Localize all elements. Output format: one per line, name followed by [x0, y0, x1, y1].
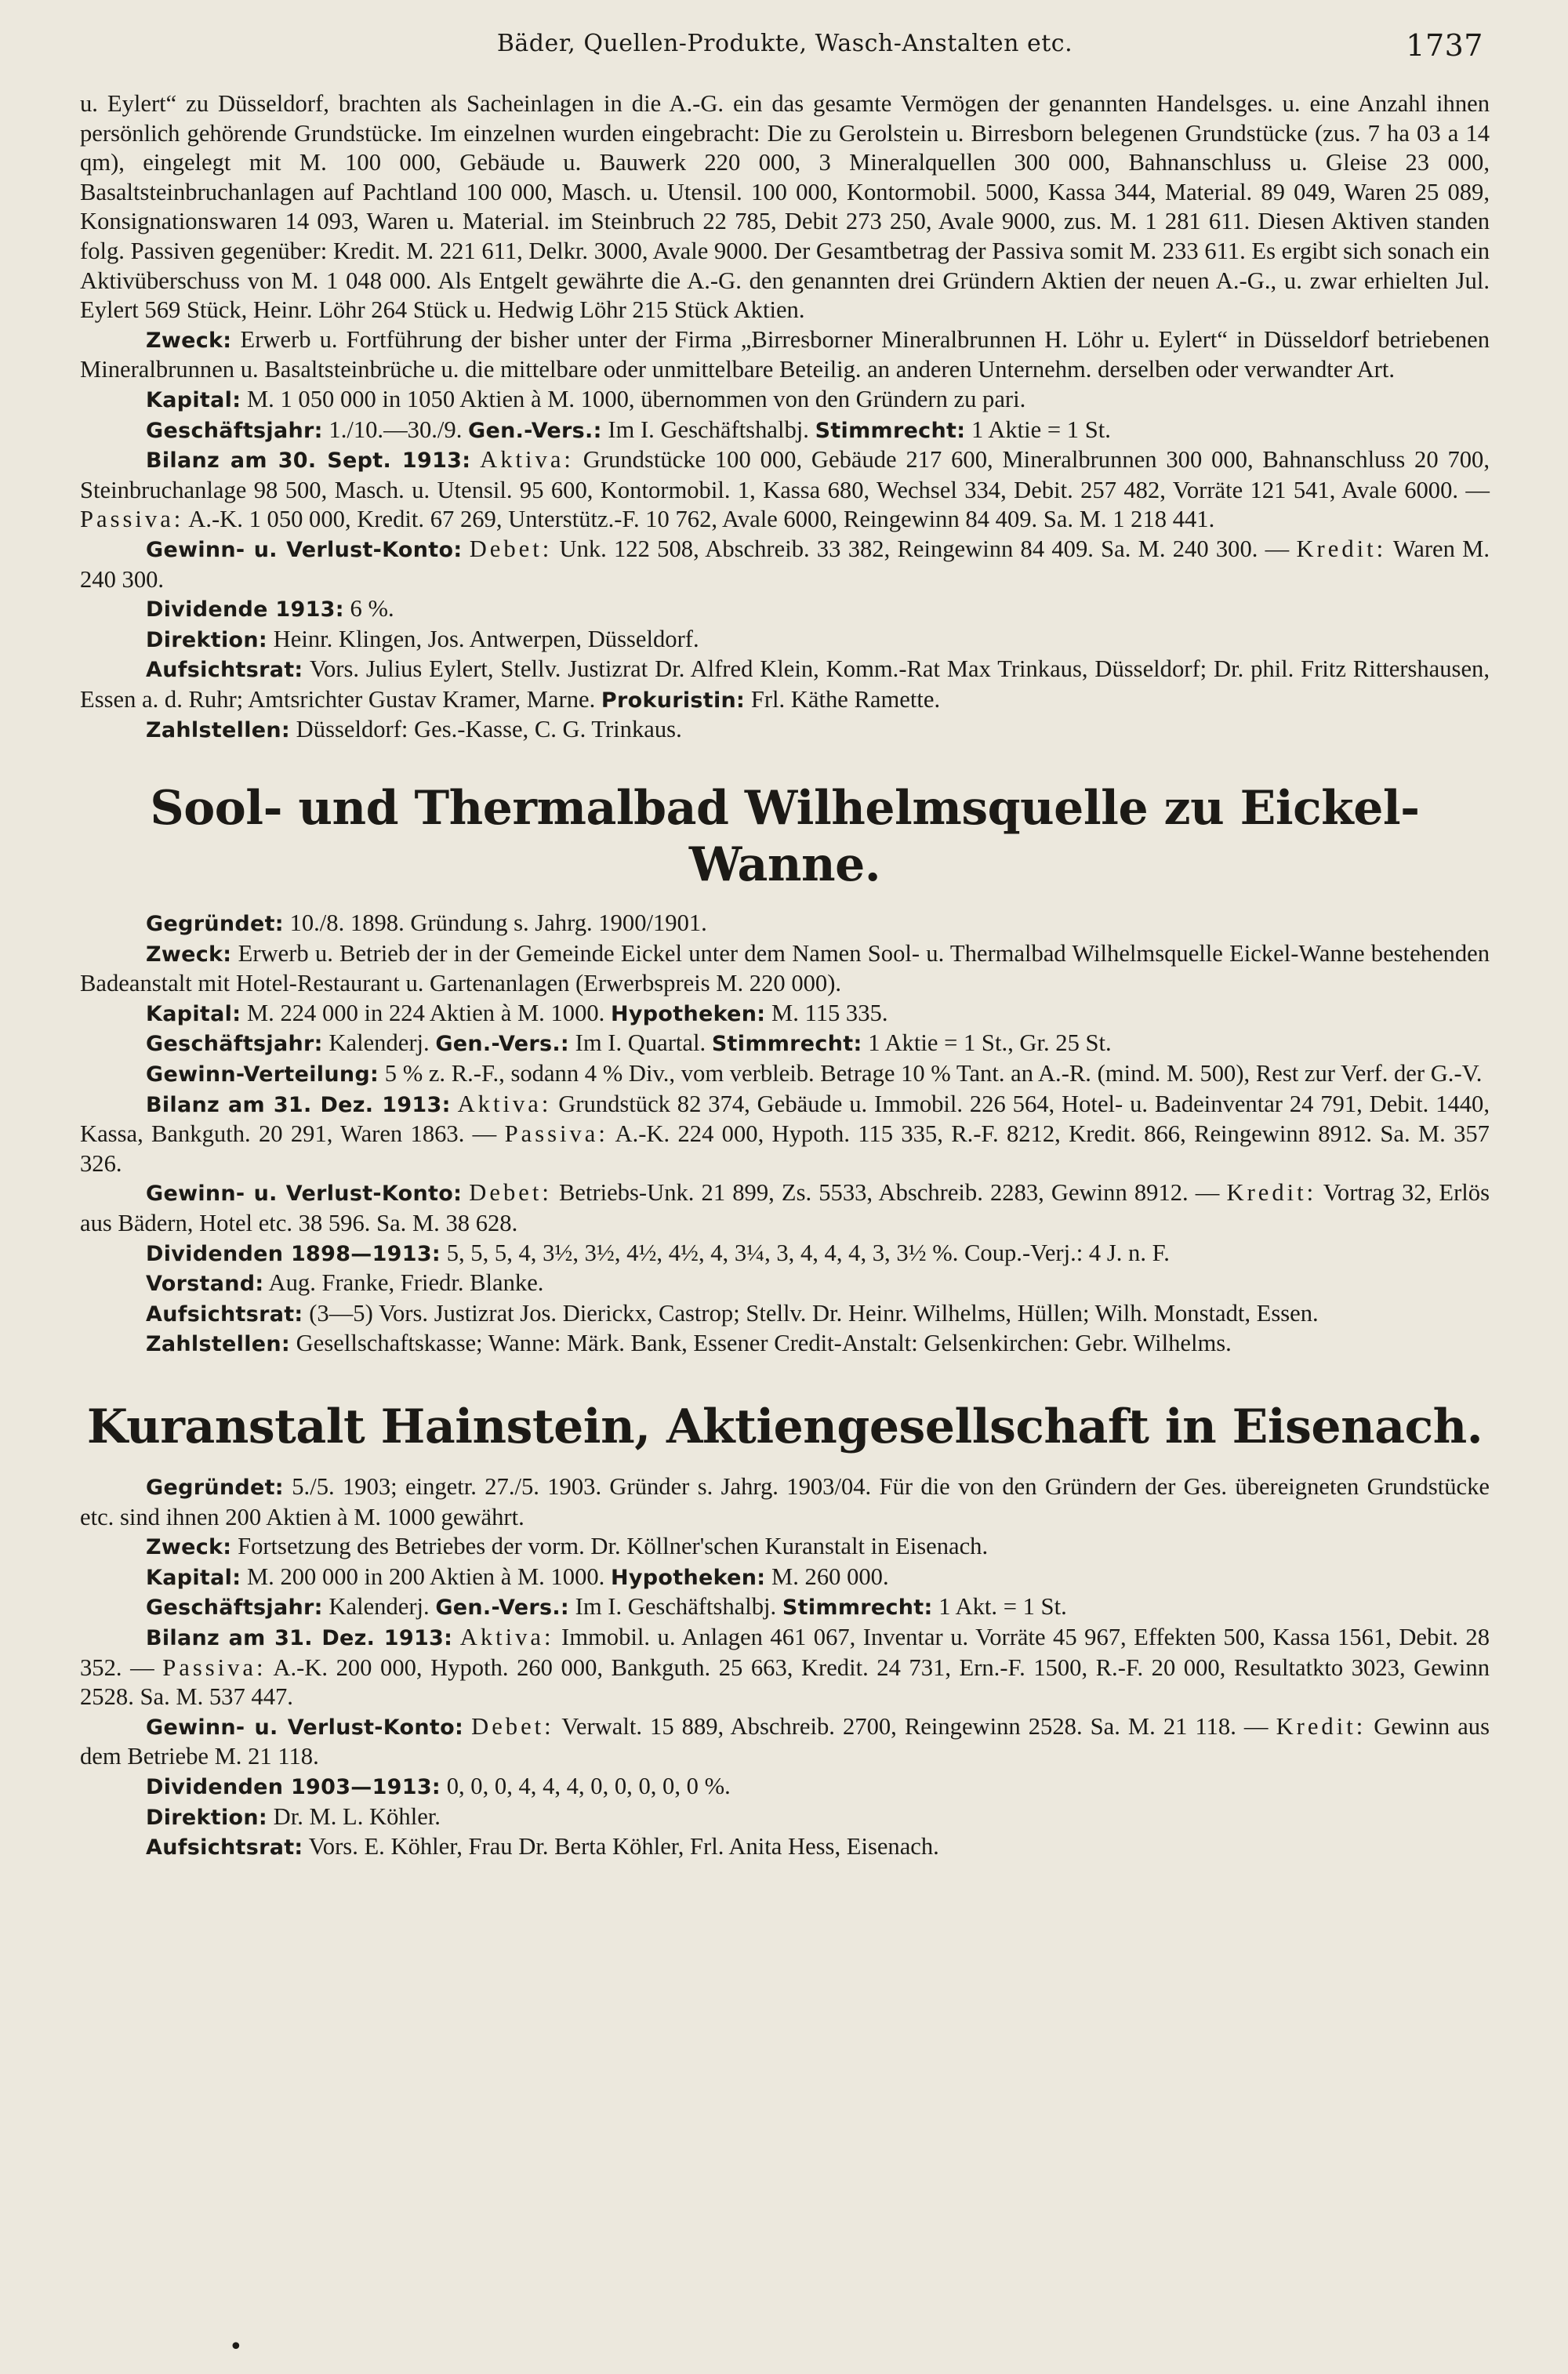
field-text: Aug. Franke, Friedr. Blanke. — [268, 1269, 544, 1297]
field-text: Gesellschaftskasse; Wanne: Märk. Bank, Essener Credit-Anstalt: Gelsenkirchen: Gebr. Wilhelms. — [296, 1330, 1232, 1357]
field-text: Im I. Geschäftshalbj. — [608, 416, 809, 443]
field-text: Grundstücke 100 000, Gebäude 217 600, Mineralbrunnen 300 000, Bahnanschluss 20 700, Steinbruchanlage 98 500, Masch. u. Utensil. 95 600, Kontormobil. 1, Kassa 680, Wechsel 334, Debit. 257 482, Vorräte 121 541, Avale 6000. — — [80, 446, 1490, 503]
field-label: Gen.-Vers.: — [468, 418, 602, 443]
field-text: M. 200 000 in 200 Aktien à M. 1000. — [246, 1563, 605, 1590]
company-heading-hainstein: Kuranstalt Hainstein, Aktiengesellschaft in Eisenach. — [86, 1399, 1483, 1454]
bullet-mark: • — [229, 2333, 243, 2361]
field-label: Bilanz am 31. Dez. 1913: — [146, 1092, 451, 1117]
aufsichtsrat-paragraph — [80, 1299, 1490, 1330]
field-label: Aufsichtsrat: — [146, 1301, 303, 1327]
field-text: 1./10.—30./9. — [328, 416, 463, 443]
aufsichtsrat-paragraph — [80, 655, 1490, 715]
field-label: Vorstand: — [146, 1272, 264, 1297]
field-text: 5 % z. R.-F., sodann 4 % Div., vom verbleib. Betrage 10 % Tant. an A.-R. (mind. M. 500), Rest zur Verf. der G.-V. — [384, 1060, 1483, 1087]
entry-wilhelmsquelle — [80, 909, 1490, 1359]
field-label: Aufsichtsrat: — [146, 1835, 303, 1860]
field-text: Erwerb u. Fortführung der bisher unter der Firma „Birresborner Mineralbrunnen H. Löhr u. Eylert“ in Düsseldorf betriebenen Mineralbrunnen u. Basaltsteinbrüche u. die mittelbare oder unmittelbare Beteilig. an anderen Unternehm. derselben oder verwandter Art. — [80, 325, 1490, 383]
field-label: Prokuristin: — [601, 688, 746, 713]
gegruendet-paragraph — [80, 909, 1490, 939]
bilanz-paragraph — [80, 1090, 1490, 1179]
zweck-label: Zweck: — [146, 328, 232, 353]
field-text: M. 1 050 000 in 1050 Aktien à M. 1000, übernommen von den Gründern zu pari. — [246, 385, 1026, 412]
field-text: Verwalt. 15 889, Abschreib. 2700, Reingewinn 2528. Sa. M. 21 118. — — [561, 1712, 1269, 1740]
field-text: Immobil. u. Anlagen 461 067, Inventar u. Vorräte 45 967, Effekten 500, Kassa 1561, Debit. 28 352. — — [80, 1623, 1490, 1681]
gegruendet-paragraph — [80, 1472, 1490, 1532]
kapital-label: Kapital: — [146, 387, 241, 412]
geschaeftsjahr-paragraph — [80, 1029, 1490, 1059]
kapital-paragraph — [80, 1563, 1490, 1593]
dividende-paragraph — [80, 594, 1490, 625]
field-text: Grundstück 82 374, Gebäude u. Immobil. 226 564, Hotel- u. Badeinventar 24 791, Debit. 1440, Kassa, Bankguth. 20 291, Waren 1863. — — [80, 1090, 1490, 1148]
section-word: Debet: — [469, 535, 553, 562]
field-text: 10./8. 1898. Gründung s. Jahrg. 1900/1901. — [289, 909, 707, 937]
direktion-paragraph — [80, 625, 1490, 655]
field-text: A.-K. 224 000, Hypoth. 115 335, R.-F. 8212, Kredit. 866, Reingewinn 8912. Sa. M. 357 326. — [80, 1120, 1490, 1177]
field-text: Unk. 122 508, Abschreib. 33 382, Reingewinn 84 409. Sa. M. 240 300. — — [559, 535, 1290, 562]
field-label: Stimmrecht: — [815, 418, 966, 443]
vorstand-paragraph — [80, 1269, 1490, 1299]
field-text: Gewinn aus dem Betriebe M. 21 118. — [80, 1712, 1490, 1770]
dividenden-paragraph — [80, 1239, 1490, 1269]
field-text: A.-K. 1 050 000, Kredit. 67 269, Unterstütz.-F. 10 762, Avale 6000, Reingewinn 84 409. Sa. M. 1 218 441. — [188, 506, 1215, 533]
kapital-paragraph — [80, 999, 1490, 1029]
field-label: Stimmrecht: — [711, 1032, 862, 1057]
field-label: Kapital: — [146, 1565, 241, 1590]
field-text: 0, 0, 0, 4, 4, 4, 0, 0, 0, 0, 0 %. — [446, 1772, 731, 1799]
running-head — [80, 28, 1490, 63]
field-label: Zweck: — [146, 1535, 232, 1560]
field-text: 1 Akt. = 1 St. — [938, 1593, 1067, 1621]
gewinnverteilung-paragraph — [80, 1059, 1490, 1090]
guv-paragraph — [80, 1178, 1490, 1238]
section-word: Passiva: — [162, 1653, 267, 1681]
field-text: Vors. E. Köhler, Frau Dr. Berta Köhler, Frl. Anita Hess, Eisenach. — [308, 1833, 939, 1860]
field-text: A.-K. 200 000, Hypoth. 260 000, Bankguth. 25 663, Kredit. 24 731, Ern.-F. 1500, R.-F. 20 000, Resultatkto 3023, Gewinn 2528. Sa. M. 537 447. — [80, 1653, 1490, 1711]
field-text: Kalenderj. — [328, 1029, 430, 1057]
section-word: Passiva: — [80, 506, 184, 533]
section-word: Aktiva: — [457, 1090, 552, 1117]
field-text: Vors. Julius Eylert, Stellv. Justizrat Dr. Alfred Klein, Komm.-Rat Max Trinkaus, Düsseldorf; Dr. phil. Fritz Rittershausen, Essen a. d. Ruhr; Amtsrichter Gustav Kramer, Marne. — [80, 655, 1490, 713]
section-word: Kredit: — [1226, 1179, 1317, 1207]
field-text: Vortrag 32, Erlös aus Bädern, Hotel etc. 38 596. Sa. M. 38 628. — [80, 1179, 1490, 1236]
field-label: Gen.-Vers.: — [435, 1032, 569, 1057]
field-label: Zahlstellen: — [146, 718, 291, 743]
field-label: Gegründet: — [146, 1475, 284, 1500]
section-word: Aktiva: — [459, 1623, 554, 1650]
section-word: Kredit: — [1276, 1712, 1367, 1740]
field-text: 5./5. 1903; eingetr. 27./5. 1903. Gründer s. Jahrg. 1903/04. Für die von den Gründern der Ges. übereigneten Grundstücke etc. sind ihnen 200 Aktien à M. 1000 gewährt. — [80, 1472, 1490, 1530]
field-text: Im I. Quartal. — [575, 1029, 706, 1057]
field-text: M. 260 000. — [771, 1563, 889, 1590]
field-text: Fortsetzung des Betriebes der vorm. Dr. Köllner'schen Kuranstalt in Eisenach. — [238, 1533, 989, 1560]
guv-paragraph — [80, 535, 1490, 594]
section-word: Passiva: — [504, 1120, 608, 1148]
field-label: Direktion: — [146, 1805, 267, 1830]
field-text: Waren M. 240 300. — [80, 535, 1490, 593]
zahlstellen-paragraph — [80, 715, 1490, 746]
field-text: 1 Aktie = 1 St. — [971, 416, 1111, 443]
field-label: Dividenden 1898—1913: — [146, 1241, 441, 1266]
field-label: Dividende 1913: — [146, 597, 344, 623]
aufsichtsrat-paragraph — [80, 1832, 1490, 1863]
field-label: Hypotheken: — [610, 1565, 766, 1590]
field-text: Düsseldorf: Ges.-Kasse, C. G. Trinkaus. — [296, 716, 682, 743]
field-label: Geschäftsjahr: — [146, 1595, 323, 1621]
field-text: 1 Aktie = 1 St., Gr. 25 St. — [868, 1029, 1112, 1057]
zweck-paragraph — [80, 1532, 1490, 1563]
field-label: Gegründet: — [146, 912, 284, 937]
field-text: M. 224 000 in 224 Aktien à M. 1000. — [246, 999, 605, 1026]
section-word: Debet: — [471, 1712, 554, 1740]
field-label: Kapital: — [146, 1001, 241, 1026]
field-label: Bilanz am 30. Sept. 1913: — [146, 448, 471, 474]
field-text: Dr. M. L. Köhler. — [273, 1802, 441, 1830]
field-text: 5, 5, 5, 4, 3½, 3½, 4½, 4½, 4, 3¼, 3, 4, 4, 4, 3, 3½ %. Coup.-Verj.: 4 J. n. F. — [446, 1239, 1170, 1266]
field-text: Erwerb u. Betrieb der in der Gemeinde Eickel unter dem Namen Sool- u. Thermalbad Wilhelmsquelle Eickel-Wanne bestehenden Badeanstalt mit Hotel-Restaurant u. Gartenanlagen (Erwerbspreis M. 220 000). — [80, 939, 1490, 997]
field-label: Stimmrecht: — [782, 1595, 933, 1621]
geschaeftsjahr-paragraph — [80, 1592, 1490, 1623]
page-number: 1737 — [1406, 28, 1483, 63]
zweck-paragraph — [80, 325, 1490, 385]
running-title: Bäder, Quellen-Produkte, Wasch-Anstalten etc. — [496, 30, 1073, 57]
field-text: 6 %. — [350, 595, 394, 623]
entry-hainstein — [80, 1472, 1490, 1863]
section-word: Kredit: — [1296, 535, 1387, 562]
field-label: Zweck: — [146, 942, 232, 967]
company-heading-wilhelmsquelle: Sool- und Thermalbad Wilhelmsquelle zu Eickel-Wanne. — [150, 781, 1420, 893]
field-text: Im I. Geschäftshalbj. — [575, 1593, 777, 1621]
guv-paragraph — [80, 1712, 1490, 1772]
field-label: Hypotheken: — [610, 1001, 766, 1026]
dividenden-paragraph — [80, 1772, 1490, 1802]
geschaeftsjahr-paragraph — [80, 416, 1490, 446]
field-label: Direktion: — [146, 627, 267, 652]
section-word: Debet: — [469, 1179, 552, 1207]
zahlstellen-paragraph — [80, 1329, 1490, 1359]
field-text: M. 115 335. — [771, 999, 888, 1026]
field-label: Aufsichtsrat: — [146, 658, 303, 683]
field-label: Gewinn- u. Verlust-Konto: — [146, 537, 463, 562]
field-text: (3—5) Vors. Justizrat Jos. Dierickx, Castrop; Stellv. Dr. Heinr. Wilhelms, Hüllen; Wilh. Monstadt, Essen. — [309, 1299, 1319, 1327]
bilanz-paragraph — [80, 445, 1490, 535]
direktion-paragraph — [80, 1802, 1490, 1833]
field-text: Heinr. Klingen, Jos. Antwerpen, Düsseldorf. — [273, 625, 699, 652]
bilanz-paragraph — [80, 1623, 1490, 1712]
field-text: Frl. Käthe Ramette. — [750, 685, 941, 713]
field-label: Gen.-Vers.: — [435, 1595, 569, 1621]
field-label: Gewinn- u. Verlust-Konto: — [146, 1182, 463, 1207]
field-label: Bilanz am 31. Dez. 1913: — [146, 1625, 453, 1650]
field-label: Geschäftsjahr: — [146, 418, 323, 443]
entry-intro-paragraph — [80, 89, 1490, 325]
field-label: Gewinn- u. Verlust-Konto: — [146, 1715, 464, 1740]
section-word: Aktiva: — [480, 446, 574, 474]
field-label: Zahlstellen: — [146, 1332, 291, 1357]
field-label: Geschäftsjahr: — [146, 1032, 323, 1057]
field-label: Dividenden 1903—1913: — [146, 1774, 441, 1799]
field-text: u. Eylert“ zu Düsseldorf, brachten als Sacheinlagen in die A.-G. ein das gesamte Vermögen der genannten Handelsges. u. eine Anzahl ihnen persönlich gehörende Grundstücke. Im einzelnen wurden eingebracht: Die zu Gerolstein u. Birresborn belegenen Grundstücke (zus. 7 ha 03 a 14 qm), eingelegt mit M. 100 000, Gebäude u. Bauwerk 220 000, 3 Mineralquellen 300 000, Bahnanschluss u. Gleise 23 000, Basaltsteinbruchanlagen auf Pachtland 100 000, Masch. u. Utensil. 100 000, Kontormobil. 5000, Kassa 344, Material. 89 049, Waren 25 089, Konsignationswaren 14 093, Waren u. Material. im Steinbruch 22 785, Debit 273 250, Avale 9000, zus. M. 1 281 611. Diesen Aktiven standen folg. Passiven gegenüber: Kredit. M. 221 611, Delkr. 3000, Avale 9000. Der Gesamtbetrag der Passiva somit M. 233 611. Es ergibt sich sonach ein Aktivüberschuss von M. 1 048 000. Als Entgelt gewährte die A.-G. den genannten drei Gründern Aktien der neuen A.-G., u. zwar erhielten Jul. Eylert 569 Stück, Heinr. Löhr 264 Stück u. Hedwig Löhr 215 Stück Aktien. — [80, 90, 1490, 324]
field-text: Betriebs-Unk. 21 899, Zs. 5533, Abschreib. 2283, Gewinn 8912. — — [558, 1179, 1220, 1207]
field-label: Gewinn-Verteilung: — [146, 1062, 379, 1087]
kapital-paragraph — [80, 385, 1490, 416]
entry-birresborner — [80, 89, 1490, 746]
field-text: Kalenderj. — [328, 1593, 430, 1621]
zweck-paragraph — [80, 939, 1490, 999]
